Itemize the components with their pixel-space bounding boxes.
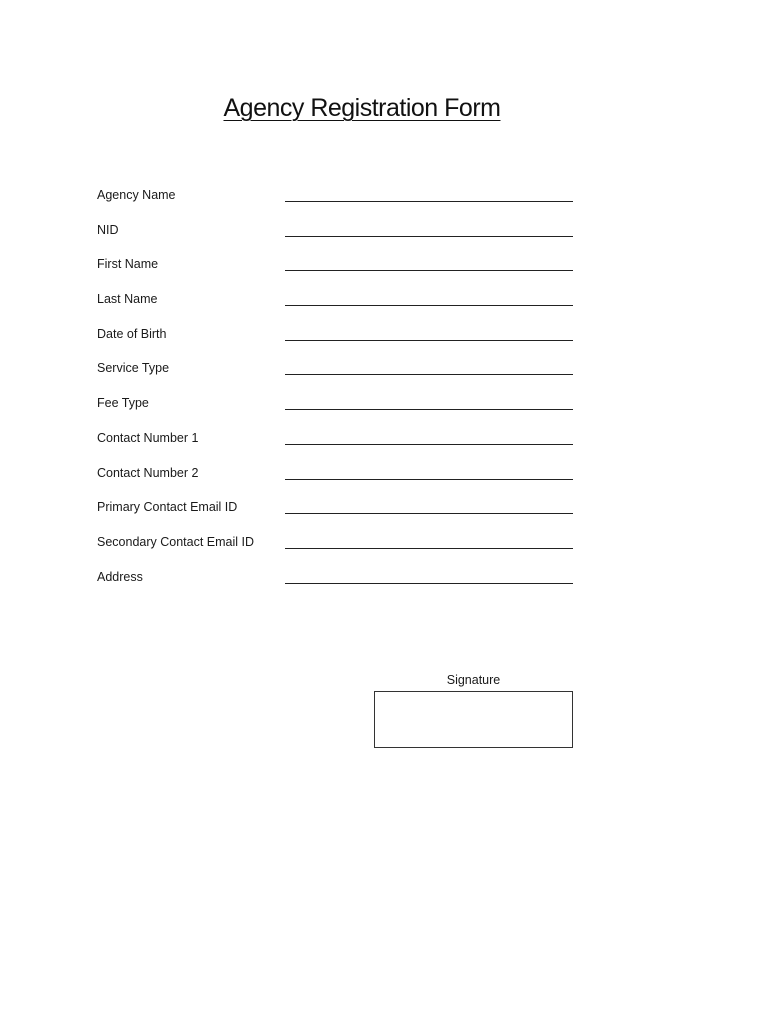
field-row-address [97,568,577,603]
field-label: Secondary Contact Email ID [97,534,255,549]
field-row-date-of-birth [97,325,577,360]
field-row-secondary-email [97,533,577,568]
field-label: Fee Type [97,396,149,411]
signature-box[interactable] [374,691,573,748]
service-type-line[interactable] [285,374,573,375]
field-row-contact-number-2 [97,464,577,499]
fee-type-line[interactable] [285,409,573,410]
field-label: Date of Birth [97,326,167,341]
field-label: Primary Contact Email ID [97,500,238,515]
form-fields [97,186,577,602]
contact-number-2-line[interactable] [285,479,573,480]
field-row-agency-name [97,186,577,221]
secondary-email-line[interactable] [285,548,573,549]
agency-name-line[interactable] [285,201,573,202]
address-line[interactable] [285,583,573,584]
nid-line[interactable] [285,236,573,237]
field-label: Agency Name [97,188,176,202]
field-label: NID [97,222,119,237]
field-label: Last Name [97,292,158,307]
date-of-birth-line[interactable] [285,340,573,341]
signature-label: Signature [446,673,501,687]
last-name-line[interactable] [285,305,573,306]
contact-number-1-line[interactable] [285,444,573,445]
field-row-nid [97,221,577,256]
field-label: Address [97,569,143,584]
field-label: Contact Number 2 [97,465,199,480]
field-row-first-name [97,255,577,290]
field-row-last-name [97,290,577,325]
first-name-line[interactable] [285,270,573,271]
field-label: Service Type [97,361,170,376]
field-label: Contact Number 1 [97,430,199,445]
field-label: First Name [97,257,159,272]
form-title: Agency Registration Form [223,94,501,122]
field-row-primary-email [97,498,577,533]
field-row-service-type [97,359,577,394]
field-row-contact-number-1 [97,429,577,464]
field-row-fee-type [97,394,577,429]
primary-email-line[interactable] [285,513,573,514]
